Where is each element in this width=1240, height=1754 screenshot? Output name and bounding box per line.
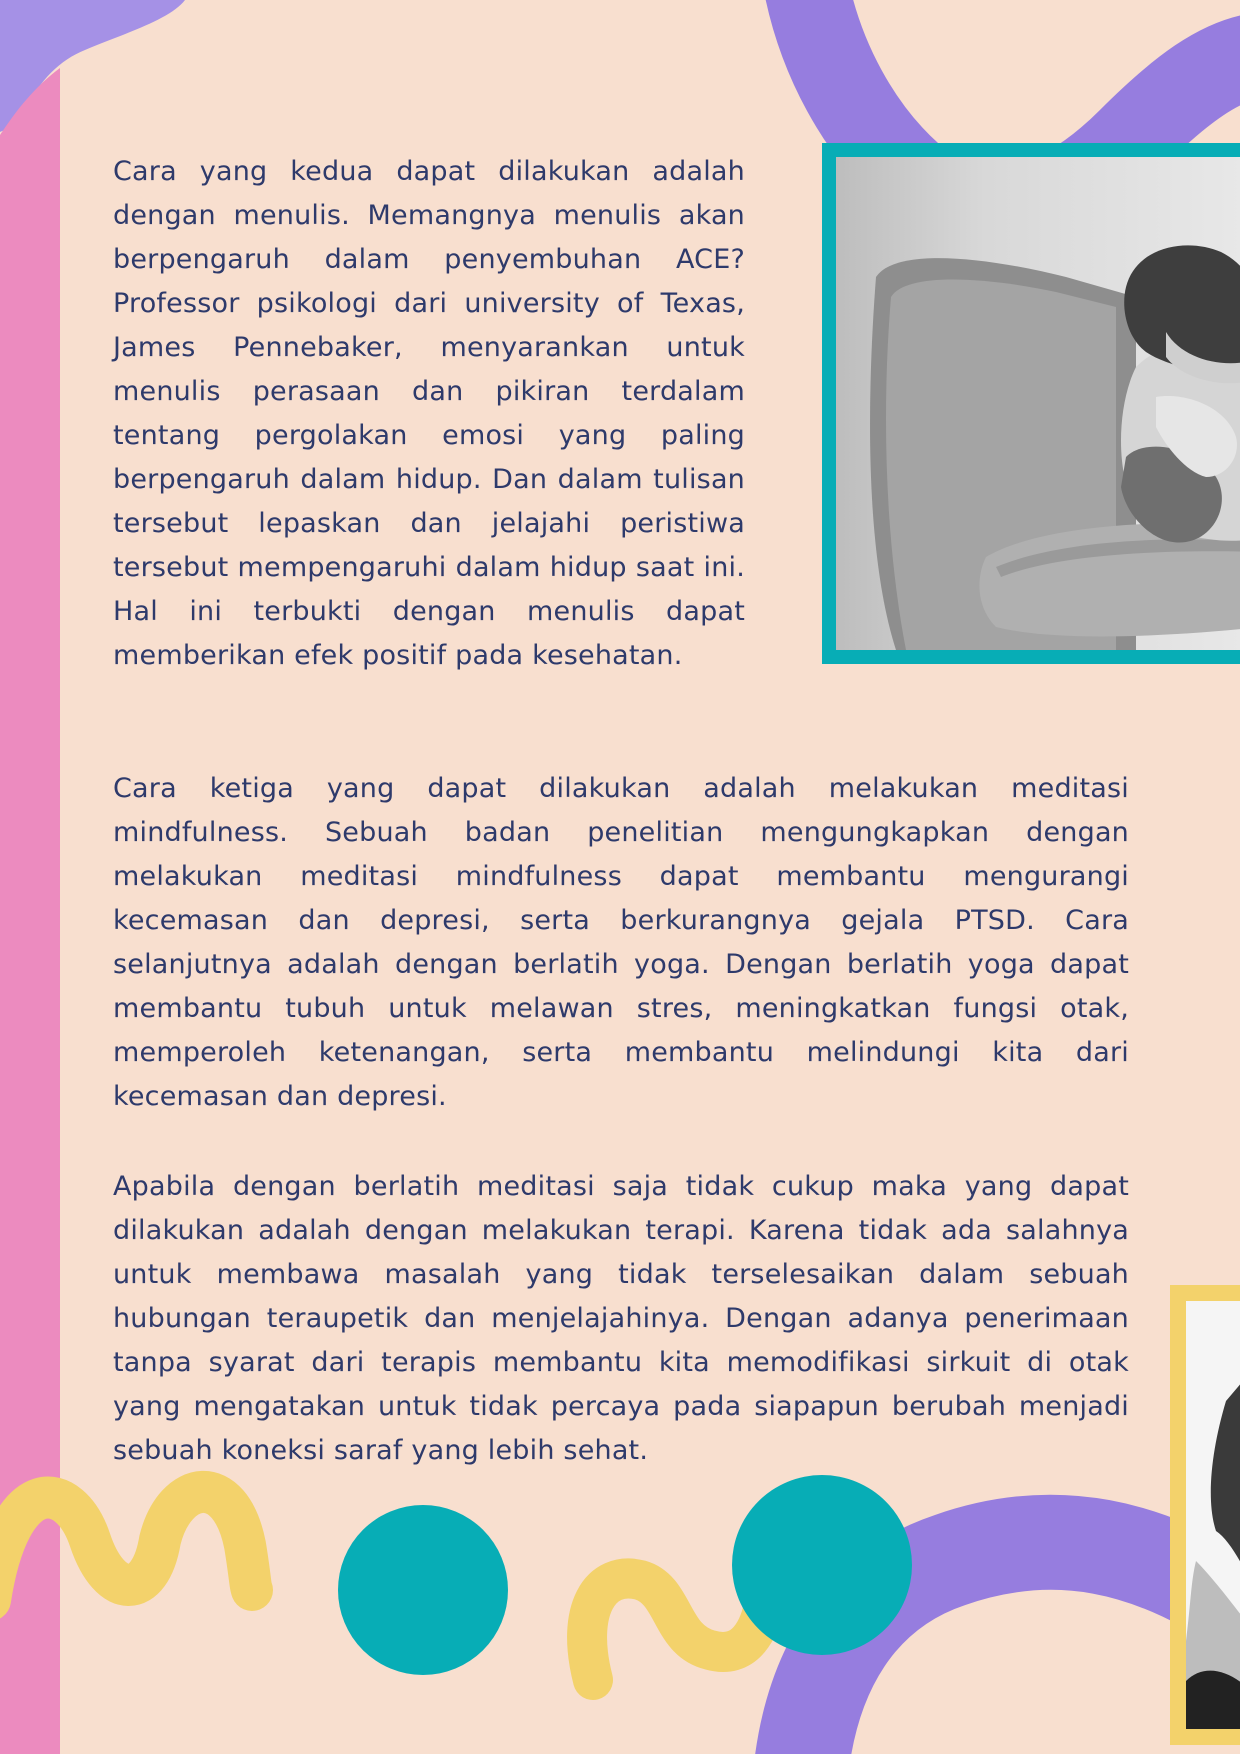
photo-frame [822,143,1240,664]
paragraph-therapy: Apabila dengan berlatih meditasi saja tidak cukup maka yang dapat dilakukan adalah dengan melakukan terapi. Karena tidak ada salahnya untuk membawa masalah yang tidak terselesaikan dalam sebuah hubungan teraupetik dan menjelajahinya. Dengan adanya penerimaan tanpa syarat dari terapis membantu kita memodifikasi sirkuit di otak yang mengatakan untuk tidak percaya pada siapapun berubah menjadi sebuah koneksi saraf yang lebih sehat. [113,1171,1129,1466]
cropped-photo-bottom [1186,1301,1240,1729]
paragraph-writing: Cara yang kedua dapat dilakukan adalah dengan menulis. Memangnya menulis akan berpengaruh dalam penyembuhan ACE? Professor psikologi dari university of Texas, James Pennebaker, menyarankan untuk menulis perasaan dan pikiran terdalam tentang pergolakan emosi yang paling berpengaruh dalam hidup. Dan dalam tulisan tersebut lepaskan dan jelajahi peristiwa tersebut mempengaruhi dalam hidup saat ini. Hal ini terbukti dengan menulis dapat memberikan efek positif pada kesehatan. [113,156,745,671]
child-on-sofa-photo [836,157,1240,650]
child-on-sofa-illustration [836,157,1240,650]
cropped-photo-illustration [1186,1301,1240,1729]
photo-frame-bottom [1170,1285,1240,1745]
teal-circle-right [732,1475,912,1655]
paragraph-meditation: Cara ketiga yang dapat dilakukan adalah melakukan meditasi mindfulness. Sebuah badan penelitian mengungkapkan dengan melakukan meditasi mindfulness dapat membantu mengurangi kecemasan dan depresi, serta berkurangnya gejala PTSD. Cara selanjutnya adalah dengan berlatih yoga. Dengan berlatih yoga dapat membantu tubuh untuk melawan stres, meningkatkan fungsi otak, memperoleh ketenangan, serta membantu melindungi kita dari kecemasan dan depresi. [113,773,1129,1112]
teal-circle-left [338,1505,508,1675]
